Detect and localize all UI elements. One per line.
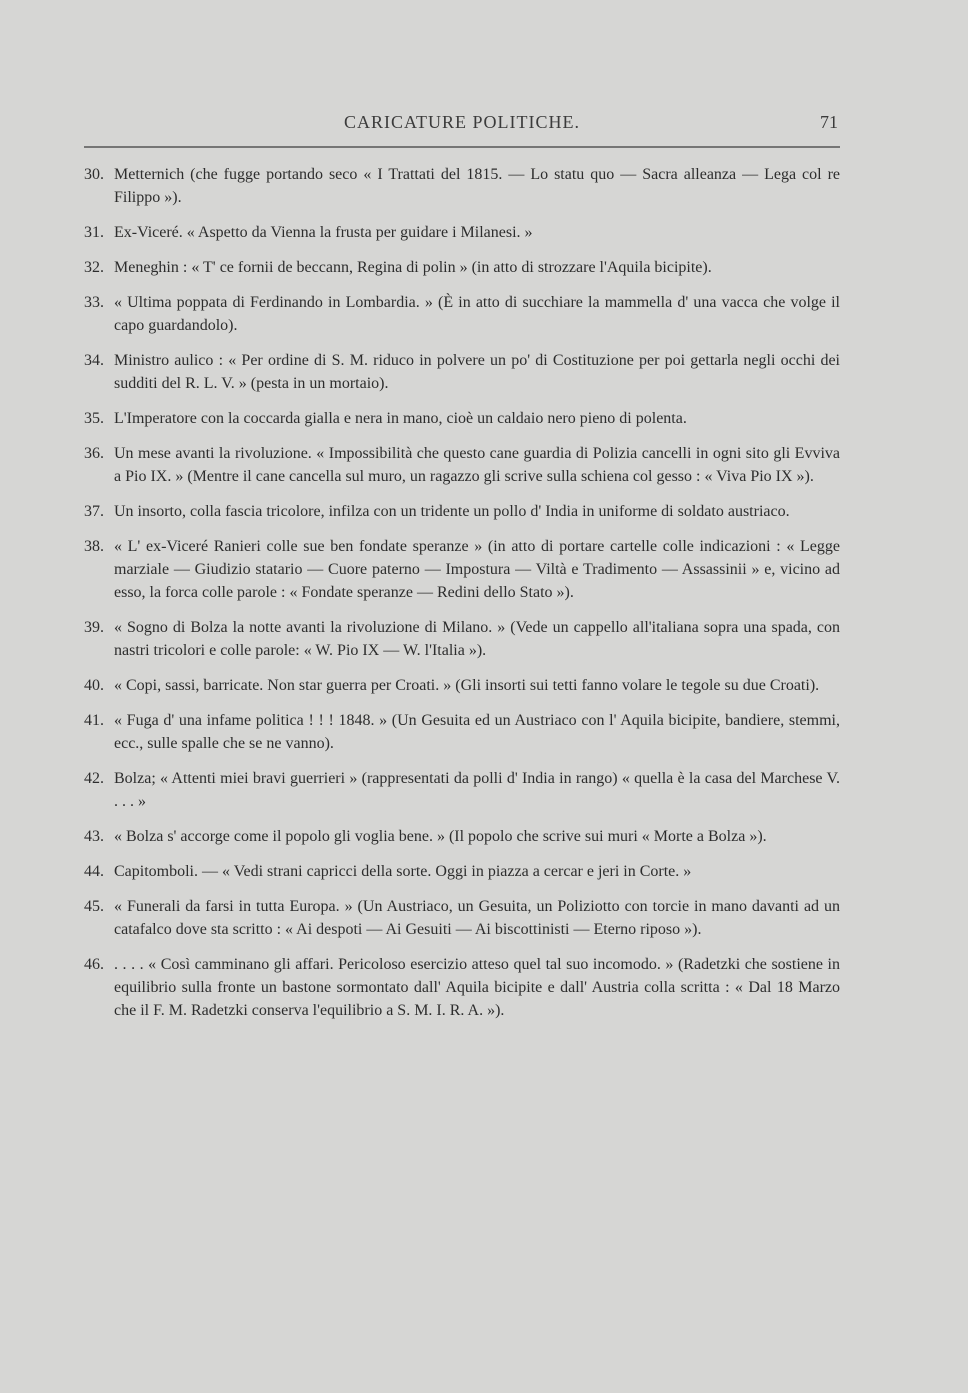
item-number: 42. xyxy=(84,770,104,787)
list-item xyxy=(84,767,840,813)
item-text: « Sogno di Bolza la notte avanti la rivoluzione di Milano. » (Vede un cappello all'italiana sopra una spada, con nastri tricolori e colle parole: « W. Pio IX — W. l'Italia »). xyxy=(114,619,840,659)
list-item xyxy=(84,407,840,430)
item-text: Un mese avanti la rivoluzione. « Impossibilità che questo cane guardia di Polizia cancelli in ogni sito gli Evviva a Pio IX. » (Mentre il cane cancella sul muro, un ragazzo gli scrive sulla schiena col gesso : « Viva Pio IX »). xyxy=(114,445,840,485)
list-item xyxy=(84,500,840,523)
item-number: 36. xyxy=(84,445,104,462)
item-number: 30. xyxy=(84,166,104,183)
list-item xyxy=(84,616,840,662)
item-number: 44. xyxy=(84,863,104,880)
item-number: 38. xyxy=(84,538,104,555)
item-text: Meneghin : « T' ce fornii de beccann, Regina di polin » (in atto di strozzare l'Aquila bicipite). xyxy=(114,259,712,276)
item-text: « Copi, sassi, barricate. Non star guerra per Croati. » (Gli insorti sui tetti fanno volare le tegole su due Croati). xyxy=(114,677,820,694)
item-text: Un insorto, colla fascia tricolore, infilza con un tridente un pollo d' India in uniforme di soldato austriaco. xyxy=(114,503,790,520)
item-number: 33. xyxy=(84,294,104,311)
item-text: Ministro aulico : « Per ordine di S. M. riduco in polvere un po' di Costituzione per poi gettarla negli occhi dei sudditi del R. L. V. » (pesta in un mortaio). xyxy=(114,352,840,392)
item-text: Metternich (che fugge portando seco « I Trattati del 1815. — Lo statu quo — Sacra alleanza — Lega col re Filippo »). xyxy=(114,166,840,206)
list-item xyxy=(84,442,840,488)
list-item xyxy=(84,349,840,395)
item-number: 40. xyxy=(84,677,104,694)
page-number: 71 xyxy=(820,112,838,132)
item-number: 37. xyxy=(84,503,104,520)
item-text: . . . . « Così camminano gli affari. Pericoloso esercizio atteso quel tal suo incomodo. » (Radetzki che sostiene in equilibrio sulla fronte un bastone sormontato dall' Aquila bicipite e dall' Austria colla scritta : « Dal 18 Marzo che il F. M. Radetzki conserva l'equilibrio a S. M. I. R. A. »). xyxy=(114,956,840,1019)
item-number: 43. xyxy=(84,828,104,845)
list-item xyxy=(84,674,840,697)
item-text: « L' ex-Viceré Ranieri colle sue ben fondate speranze » (in atto di portare cartelle colle indicazioni : « Legge marziale — Giudizio statario — Cuore paterno — Impostura — Viltà e Tradimento — Assassinii » e, vicino ad esso, la forca colle parole : « Fondate speranze — Redini dello Stato »). xyxy=(114,538,840,601)
item-text: « Funerali da farsi in tutta Europa. » (Un Austriaco, un Gesuita, un Poliziotto con torcie in mano davanti ad un catafalco dove sta scritto : « Ai despoti — Ai Gesuiti — Ai biscottinisti — Eterno riposo »). xyxy=(114,898,840,938)
list-item xyxy=(84,535,840,604)
list-item xyxy=(84,953,840,1022)
item-number: 41. xyxy=(84,712,104,729)
running-title: CARICATURE POLITICHE. xyxy=(344,112,580,132)
list-item xyxy=(84,163,840,209)
list-item xyxy=(84,895,840,941)
item-text: Capitomboli. — « Vedi strani capricci della sorte. Oggi in piazza a cercar e jeri in Corte. » xyxy=(114,863,692,880)
item-number: 31. xyxy=(84,224,104,241)
item-number: 34. xyxy=(84,352,104,369)
item-text: « Ultima poppata di Ferdinando in Lombardia. » (È in atto di succhiare la mammella d' una vacca che volge il capo guardandolo). xyxy=(114,294,840,334)
page-header xyxy=(84,112,840,148)
list-item xyxy=(84,860,840,883)
caricature-list xyxy=(84,163,840,1034)
list-item xyxy=(84,825,840,848)
item-number: 35. xyxy=(84,410,104,427)
item-number: 32. xyxy=(84,259,104,276)
list-item xyxy=(84,709,840,755)
item-text: Ex-Viceré. « Aspetto da Vienna la frusta per guidare i Milanesi. » xyxy=(114,224,533,241)
list-item xyxy=(84,256,840,279)
item-text: Bolza; « Attenti miei bravi guerrieri » (rappresentati da polli d' India in rango) « quella è la casa del Marchese V. . . . » xyxy=(114,770,840,810)
item-number: 46. xyxy=(84,956,104,973)
list-item xyxy=(84,221,840,244)
item-text: « Fuga d' una infame politica ! ! ! 1848. » (Un Gesuita ed un Austriaco con l' Aquila bicipite, bandiere, stemmi, ecc., sulle spalle che se ne vanno). xyxy=(114,712,840,752)
item-text: « Bolza s' accorge come il popolo gli voglia bene. » (Il popolo che scrive sui muri « Morte a Bolza »). xyxy=(114,828,767,845)
item-number: 45. xyxy=(84,898,104,915)
list-item xyxy=(84,291,840,337)
header-rule xyxy=(84,146,840,148)
item-text: L'Imperatore con la coccarda gialla e nera in mano, cioè un caldaio nero pieno di polenta. xyxy=(114,410,687,427)
item-number: 39. xyxy=(84,619,104,636)
